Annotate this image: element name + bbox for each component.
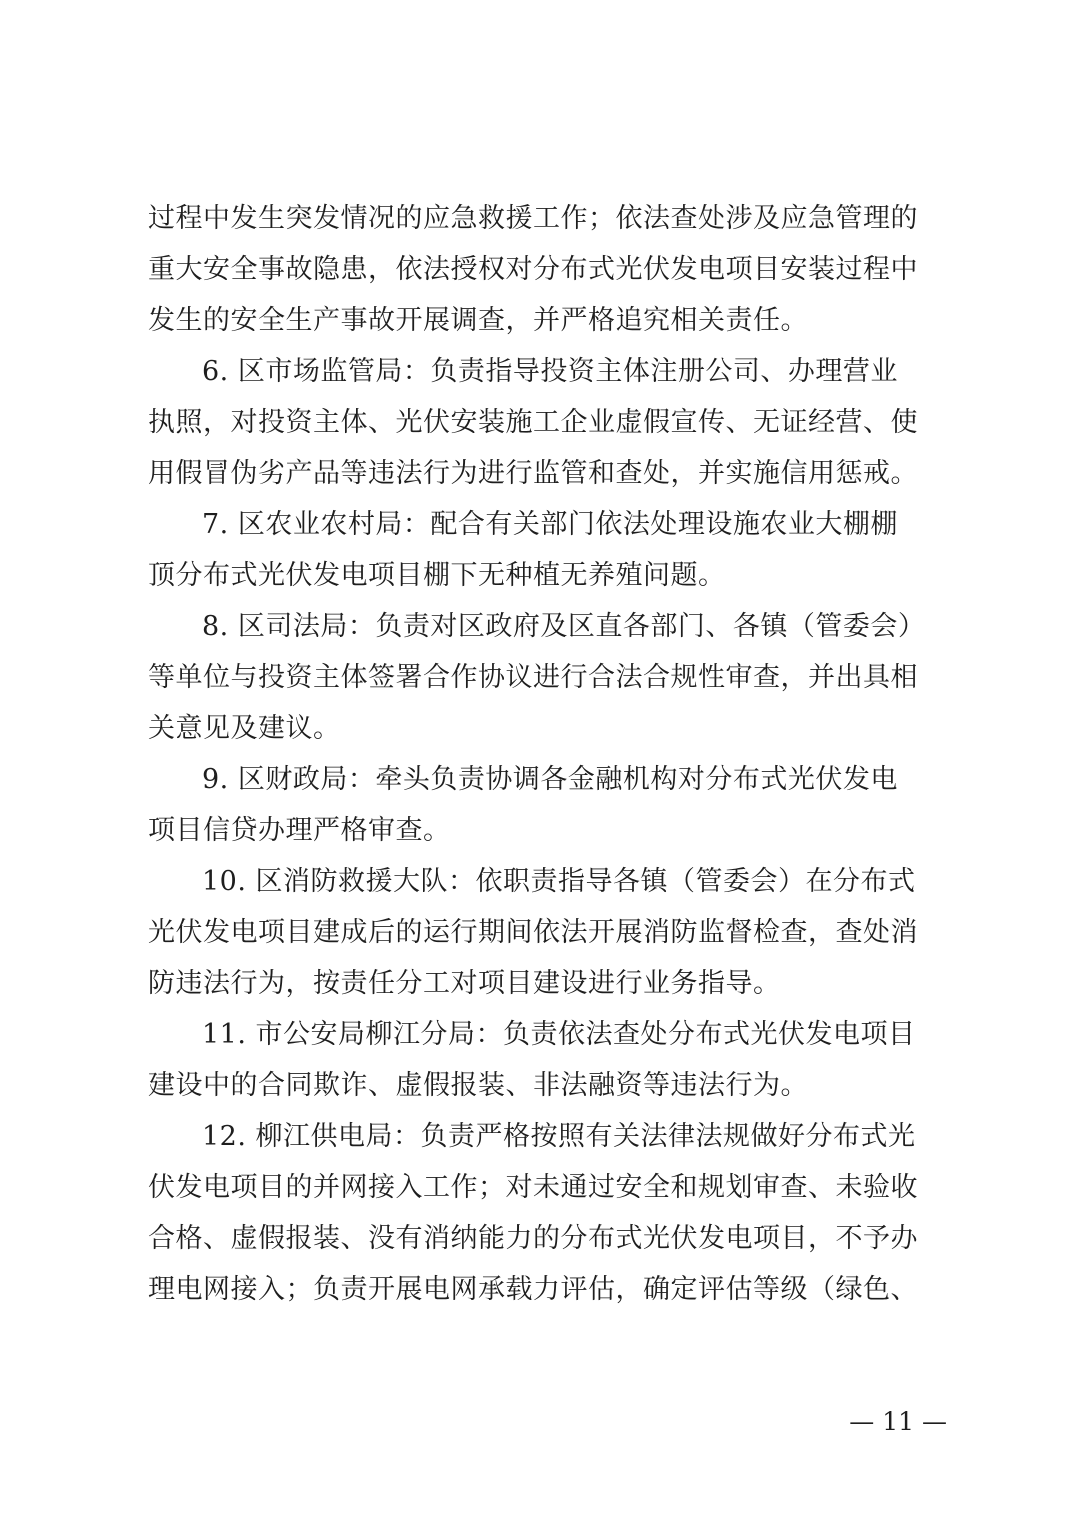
text-line: 12. 柳江供电局：负责严格按照有关法律法规做好分布式光 (202, 1121, 916, 1152)
text-line: 执照，对投资主体、光伏安装施工企业虚假宣传、无证经营、使 (148, 407, 918, 438)
text-line: 用假冒伪劣产品等违法行为进行监管和查处，并实施信用惩戒。 (148, 458, 918, 489)
text-line: 重大安全事故隐患，依法授权对分布式光伏发电项目安装过程中 (148, 254, 918, 285)
text-line: 理电网接入；负责开展电网承载力评估，确定评估等级（绿色、 (148, 1274, 918, 1305)
text-line: 8. 区司法局：负责对区政府及区直各部门、各镇（管委会） (202, 611, 926, 642)
text-line: 11. 市公安局柳江分局：负责依法查处分布式光伏发电项目 (202, 1019, 916, 1050)
text-line: 防违法行为，按责任分工对项目建设进行业务指导。 (148, 968, 781, 999)
text-line: 10. 区消防救援大队：依职责指导各镇（管委会）在分布式 (202, 866, 916, 897)
text-line: 发生的安全生产事故开展调查，并严格追究相关责任。 (148, 305, 808, 336)
text-line: 顶分布式光伏发电项目棚下无种植无养殖问题。 (148, 560, 726, 591)
text-line: 关意见及建议。 (148, 713, 341, 744)
page-number: — 11 — (849, 1407, 947, 1436)
text-line: 合格、虚假报装、没有消纳能力的分布式光伏发电项目，不予办 (148, 1223, 918, 1254)
text-line: 项目信贷办理严格审查。 (148, 815, 451, 846)
text-line: 过程中发生突发情况的应急救援工作；依法查处涉及应急管理的 (148, 203, 918, 234)
text-line: 9. 区财政局：牵头负责协调各金融机构对分布式光伏发电 (202, 764, 898, 795)
text-line: 伏发电项目的并网接入工作；对未通过安全和规划审查、未验收 (148, 1172, 918, 1203)
text-line: 7. 区农业农村局：配合有关部门依法处理设施农业大棚棚 (202, 509, 898, 540)
text-line: 6. 区市场监管局：负责指导投资主体注册公司、办理营业 (202, 356, 898, 387)
body-text (148, 193, 948, 1315)
text-line: 建设中的合同欺诈、虚假报装、非法融资等违法行为。 (148, 1070, 808, 1101)
text-line: 光伏发电项目建成后的运行期间依法开展消防监督检查，查处消 (148, 917, 918, 948)
text-line: 等单位与投资主体签署合作协议进行合法合规性审查，并出具相 (148, 662, 918, 693)
